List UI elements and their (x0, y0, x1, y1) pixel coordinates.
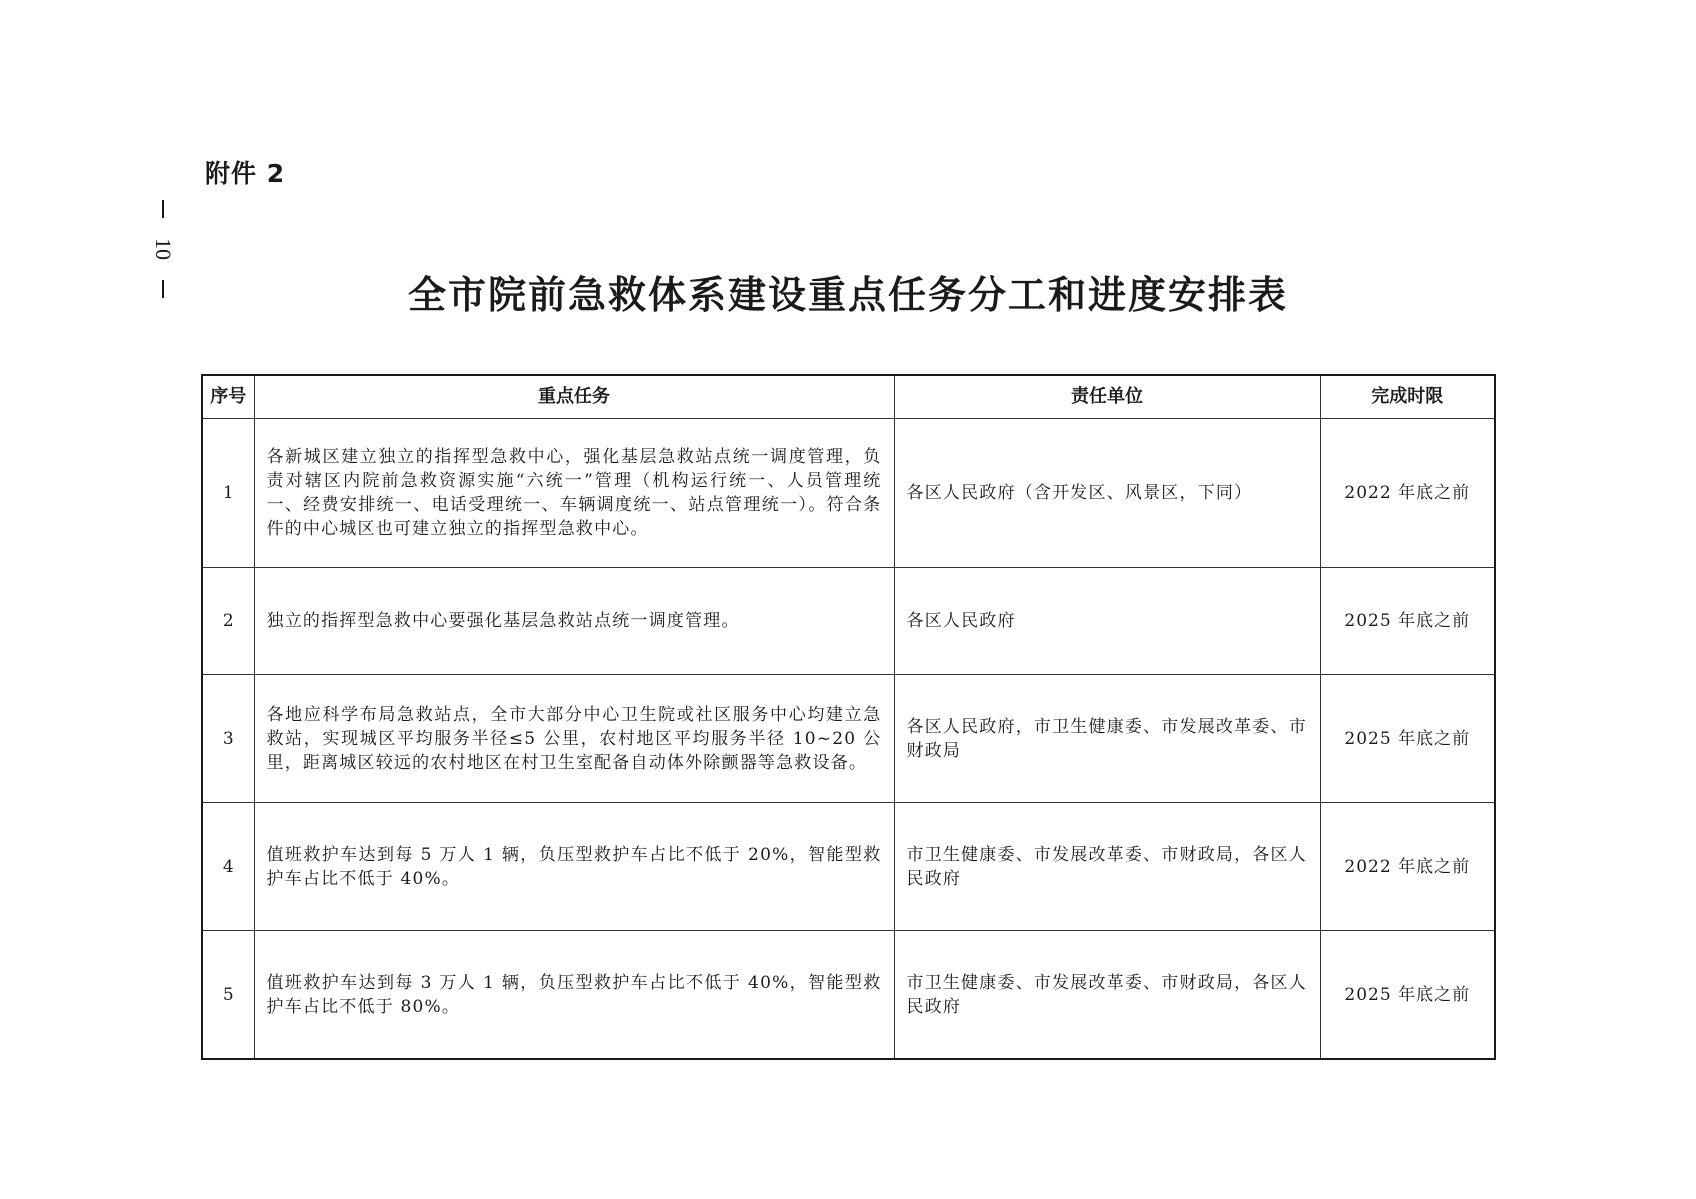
row-responsible-unit: 各区人民政府，市卫生健康委、市发展改革委、市财政局 (894, 675, 1320, 803)
header-responsible-unit: 责任单位 (894, 375, 1320, 419)
row-deadline: 2025 年底之前 (1320, 675, 1495, 803)
table-row (202, 568, 1495, 675)
table-row (202, 675, 1495, 803)
header-deadline: 完成时限 (1320, 375, 1495, 419)
row-number: 3 (202, 675, 254, 803)
attachment-label: 附件 2 (205, 159, 286, 188)
row-deadline: 2022 年底之前 (1320, 803, 1495, 931)
row-deadline: 2022 年底之前 (1320, 419, 1495, 568)
row-responsible-unit: 各区人民政府 (894, 568, 1320, 675)
row-task: 值班救护车达到每 3 万人 1 辆，负压型救护车占比不低于 40%，智能型救护车占比不低于 80%。 (254, 931, 894, 1060)
row-deadline: 2025 年底之前 (1320, 568, 1495, 675)
row-task: 各新城区建立独立的指挥型急救中心，强化基层急救站点统一调度管理，负责对辖区内院前急救资源实施“六统一”管理（机构运行统一、人员管理统一、经费安排统一、电话受理统一、车辆调度统一、站点管理统一）。符合条件的中心城区也可建立独立的指挥型急救中心。 (254, 419, 894, 568)
page-number-dash-top (162, 200, 164, 218)
row-number: 5 (202, 931, 254, 1060)
table-row (202, 803, 1495, 931)
row-task: 值班救护车达到每 5 万人 1 辆，负压型救护车占比不低于 20%，智能型救护车占比不低于 40%。 (254, 803, 894, 931)
row-responsible-unit: 各区人民政府（含开发区、风景区，下同） (894, 419, 1320, 568)
row-responsible-unit: 市卫生健康委、市发展改革委、市财政局，各区人民政府 (894, 931, 1320, 1060)
row-deadline: 2025 年底之前 (1320, 931, 1495, 1060)
table-row (202, 931, 1495, 1060)
row-number: 2 (202, 568, 254, 675)
table-header-row (202, 375, 1495, 419)
table-row (202, 419, 1495, 568)
row-task: 各地应科学布局急救站点，全市大部分中心卫生院或社区服务中心均建立急救站，实现城区平均服务半径≤5 公里，农村地区平均服务半径 10~20 公里，距离城区较远的农村地区在村卫生室配备自动体外除颤器等急救设备。 (254, 675, 894, 803)
row-responsible-unit: 市卫生健康委、市发展改革委、市财政局，各区人民政府 (894, 803, 1320, 931)
row-task: 独立的指挥型急救中心要强化基层急救站点统一调度管理。 (254, 568, 894, 675)
row-number: 1 (202, 419, 254, 568)
header-task: 重点任务 (254, 375, 894, 419)
header-number: 序号 (202, 375, 254, 419)
page-number: 10 (151, 238, 176, 260)
task-table (201, 374, 1496, 1060)
row-number: 4 (202, 803, 254, 931)
document-title: 全市院前急救体系建设重点任务分工和进度安排表 (407, 272, 1288, 317)
